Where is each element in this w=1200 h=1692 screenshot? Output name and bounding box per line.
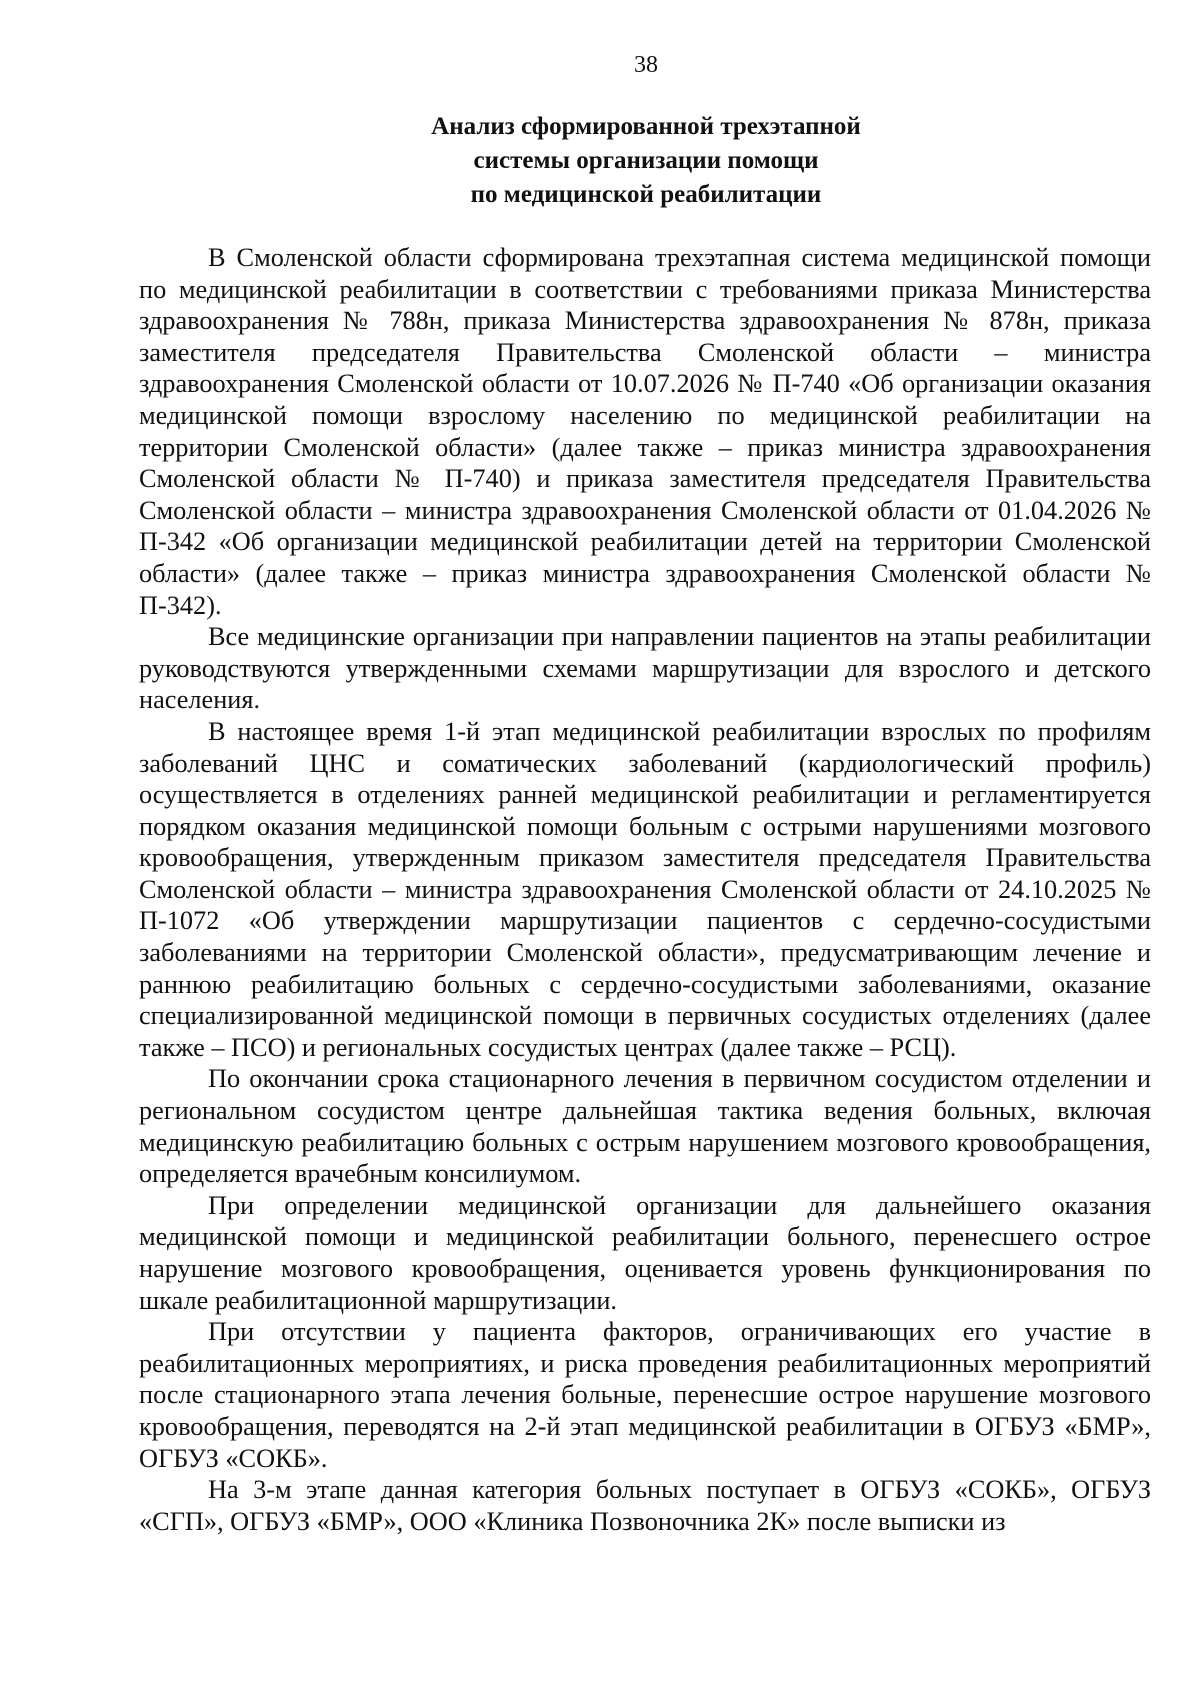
section-title [46, 110, 1200, 212]
paragraph: При отсутствии у пациента факторов, ограничивающих его участие в реабилитационных мероприятиях, и риска проведения реабилитационных мероприятий после стационарного этапа лечения больные, перенесшие острое нарушение мозгового кровообращения, переводятся на 2-й этап медицинской реабилитации в ОГБУЗ «БМР», ОГБУЗ «СОКБ». [139, 1317, 1151, 1473]
page-number: 38 [634, 52, 658, 78]
paragraph: При определении медицинской организации для дальнейшего оказания медицинской помощи и медицинской реабилитации больного, перенесшего острое нарушение мозгового кровообращения, оценивается уровень функционирования по шкале реабилитационной маршрутизации. [139, 1190, 1151, 1315]
body-text [139, 242, 1151, 1537]
paragraph: В настоящее время 1-й этап медицинской реабилитации взрослых по профилям заболеваний ЦНС и соматических заболеваний (кардиологический профиль) осуществляется в отделениях ранней медицинской реабилитации и регламентируется порядком оказания медицинской помощи больным с острыми нарушениями мозгового кровообращения, утвержденным приказом заместителя председателя Правительства Смоленской области – министра здравоохранения Смоленской области от 24.10.2025 № П-1072 «Об утверждении маршрутизации пациентов с сердечно-сосудистыми заболеваниями на территории Смоленской области», предусматривающим лечение и раннюю реабилитацию больных с сердечно-сосудистыми заболеваниями, оказание специализированной медицинской помощи в первичных сосудистых отделениях (далее также – ПСО) и региональных сосудистых центрах (далее также – РСЦ). [139, 716, 1151, 1062]
paragraph: Все медицинские организации при направлении пациентов на этапы реабилитации руководствуются утвержденными схемами маршрутизации для взрослого и детского населения. [139, 622, 1151, 715]
section-title-line-1: Анализ сформированной трехэтапной [431, 113, 861, 140]
paragraph: В Смоленской области сформирована трехэтапная система медицинской помощи по медицинской реабилитации в соответствии с требованиями приказа Министерства здравоохранения № 788н, приказа Министерства здравоохранения № 878н, приказа заместителя председателя Правительства Смоленской области – министра здравоохранения Смоленской области от 10.07.2026 № П-740 «Об организации оказания медицинской помощи взрослому населению по медицинской реабилитации на территории Смоленской области» (далее также – приказ министра здравоохранения Смоленской области № П-740) и приказа заместителя председателя Правительства Смоленской области – министра здравоохранения Смоленской области от 01.04.2026 № П-342 «Об организации медицинской реабилитации детей на территории Смоленской области» (далее также – приказ министра здравоохранения Смоленской области № П-342). [139, 243, 1151, 620]
paragraph: По окончании срока стационарного лечения в первичном сосудистом отделении и региональном сосудистом центре дальнейшая тактика ведения больных, включая медицинскую реабилитацию больных с острым нарушением мозгового кровообращения, определяется врачебным консилиумом. [139, 1064, 1151, 1189]
section-title-line-2: системы организации помощи [473, 147, 819, 174]
section-title-line-3: по медицинской реабилитации [470, 181, 822, 208]
paragraph: На 3-м этапе данная категория больных поступает в ОГБУЗ «СОКБ», ОГБУЗ «СГП», ОГБУЗ «БМР», ООО «Клиника Позвоночника 2К» после выписки из [139, 1475, 1151, 1536]
